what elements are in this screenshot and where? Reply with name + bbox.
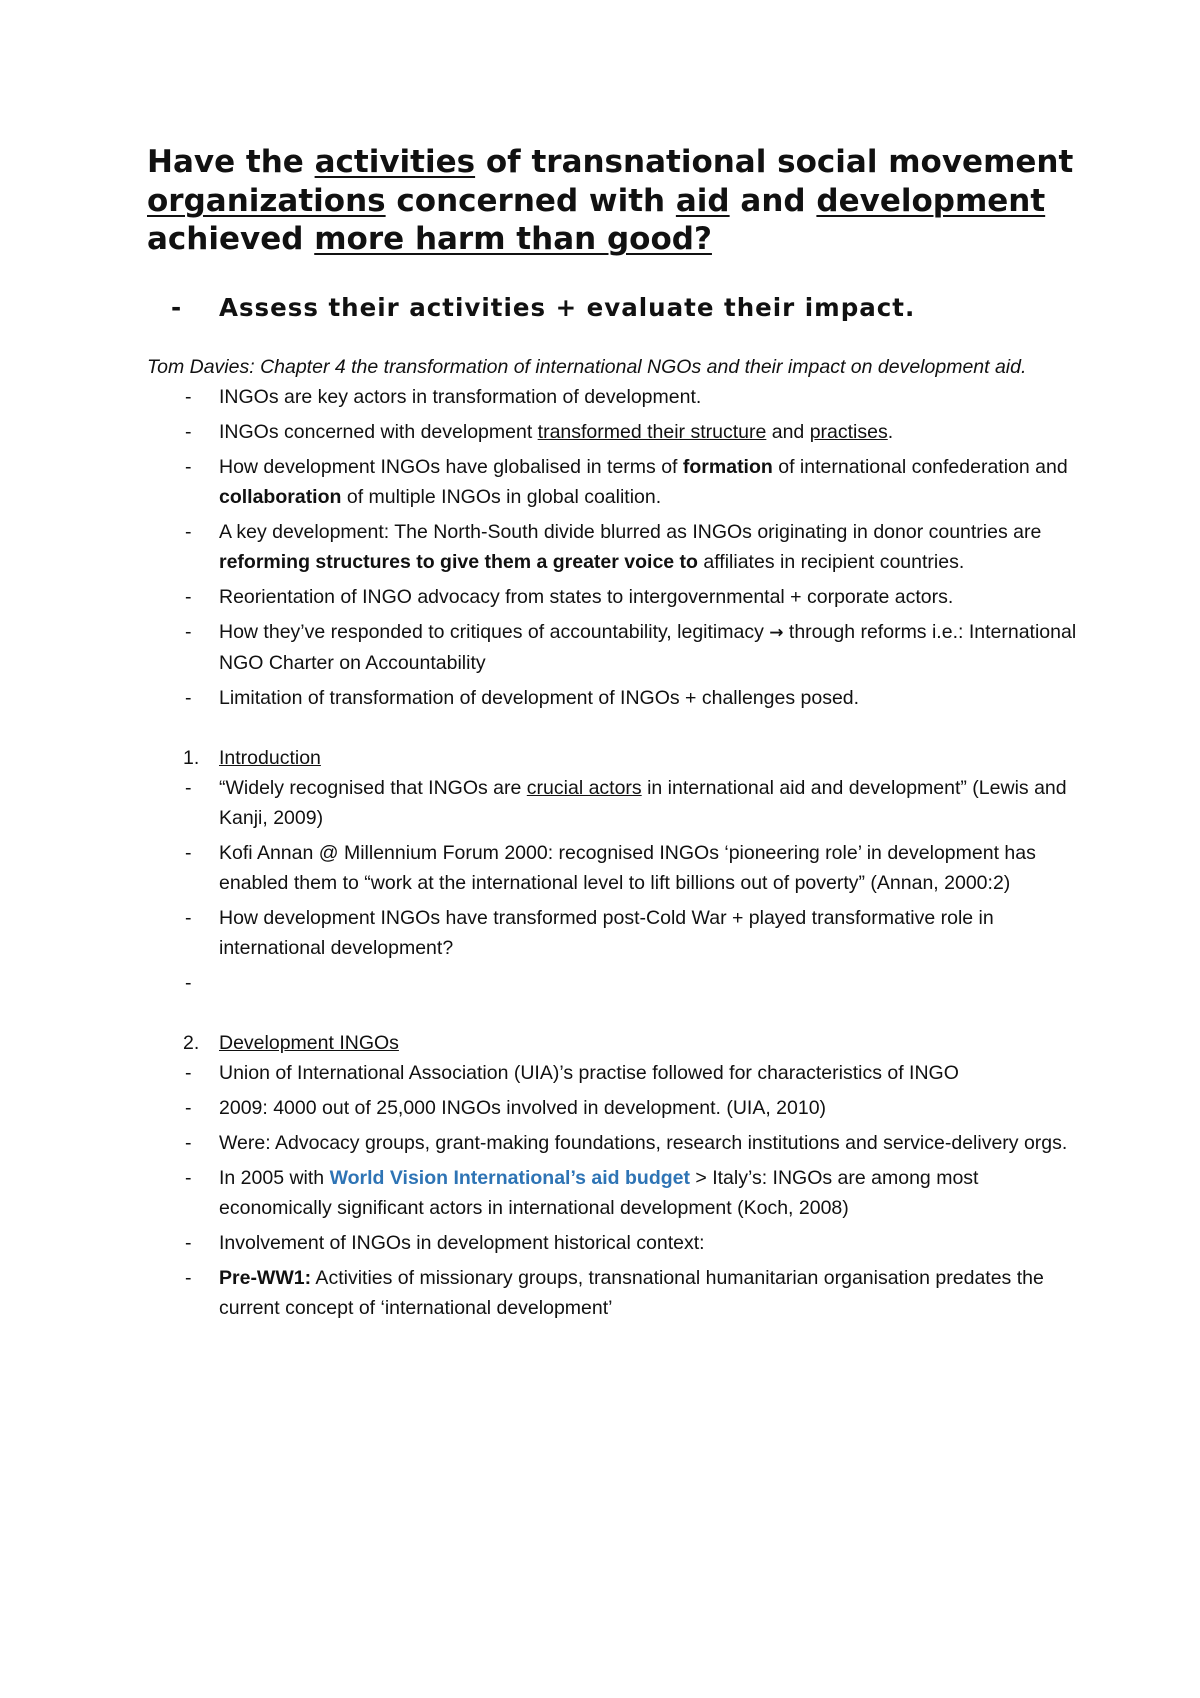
list-item: - A key development: The North-South divide blurred as INGOs originating in donor countries are reforming structures to give them a greater voice to affiliates in recipient countries. <box>185 520 1042 573</box>
essay-title: Have the activities of transnational social movement organizations concerned with aid and development achieved more harm than good? <box>147 144 1074 257</box>
empty-list-item: - <box>185 971 192 994</box>
subheading: - Assess their activities + evaluate their impact. <box>171 292 916 322</box>
section-heading-development-ingos: 2. Development INGOs <box>183 1031 399 1054</box>
source-citation: Tom Davies: Chapter 4 the transformation of international NGOs and their impact on development aid. <box>147 355 1027 378</box>
list-item: - Kofi Annan @ Millennium Forum 2000: recognised INGOs ‘pioneering role’ in development has enabled them to “work at the international level to lift billions out of poverty” (Annan, 2000:2) <box>185 841 1036 894</box>
list-item: - In 2005 with World Vision International’s aid budget > Italy’s: INGOs are among most economically significant actors in international development (Koch, 2008) <box>185 1166 979 1219</box>
list-item: - How development INGOs have transformed post-Cold War + played transformative role in international development? <box>185 906 994 959</box>
list-item: - Reorientation of INGO advocacy from states to intergovernmental + corporate actors. <box>185 585 954 608</box>
document-body <box>147 143 1077 1328</box>
list-item: - Were: Advocacy groups, grant-making foundations, research institutions and service-delivery orgs. <box>185 1131 1068 1154</box>
list-item: - 2009: 4000 out of 25,000 INGOs involved in development. (UIA, 2010) <box>185 1096 827 1119</box>
chapter-points-list <box>147 382 1077 713</box>
list-item: - Union of International Association (UIA)’s practise followed for characteristics of INGO <box>185 1061 959 1084</box>
list-item: - How development INGOs have globalised in terms of formation of international confederation and collaboration of multiple INGOs in global coalition. <box>185 455 1068 508</box>
introduction-list <box>147 773 1077 998</box>
development-ingos-list <box>147 1058 1077 1323</box>
list-item: - “Widely recognised that INGOs are crucial actors in international aid and development” (Lewis and Kanji, 2009) <box>185 776 1067 829</box>
list-item: - INGOs concerned with development transformed their structure and practises. <box>185 420 894 443</box>
section-heading-introduction: 1. Introduction <box>183 746 321 769</box>
right-arrow-icon: → <box>769 622 784 643</box>
list-item: - Pre-WW1: Activities of missionary groups, transnational humanitarian organisation predates the current concept of ‘international development’ <box>185 1266 1044 1319</box>
list-item: - Limitation of transformation of development of INGOs + challenges posed. <box>185 686 860 709</box>
list-item: - Involvement of INGOs in development historical context: <box>185 1231 705 1254</box>
highlighted-phrase: World Vision International’s aid budget <box>329 1166 690 1189</box>
list-item: - How they’ve responded to critiques of accountability, legitimacy → through reforms i.e.: International NGO Charter on Accountability <box>185 620 1077 674</box>
list-item: - INGOs are key actors in transformation of development. <box>185 385 702 408</box>
